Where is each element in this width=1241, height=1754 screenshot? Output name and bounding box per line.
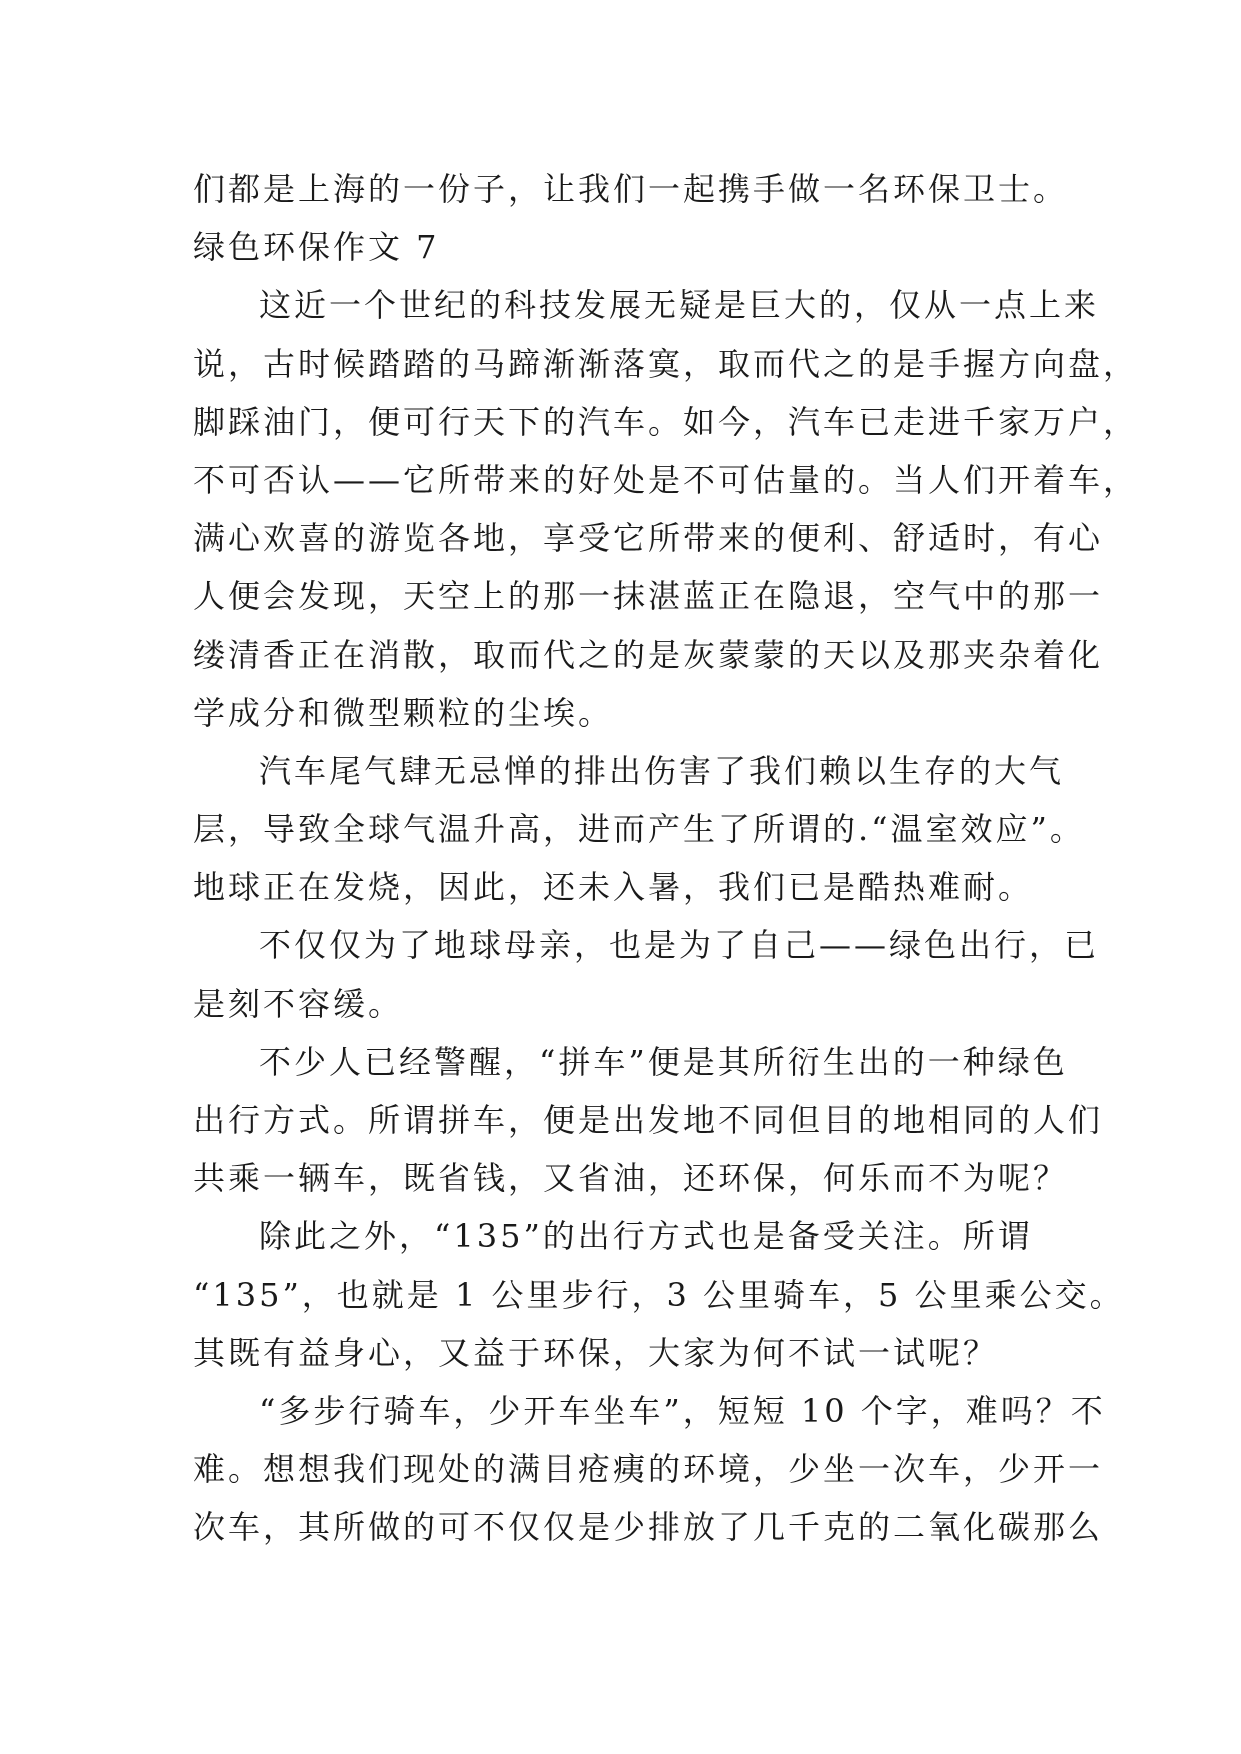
text-line: 是刻不容缓。 xyxy=(193,984,404,1023)
text-line: 出行方式。所谓拼车，便是出发地不同但目的地相同的人们 xyxy=(193,1101,1104,1139)
text-line: 不仅仅为了地球母亲，也是为了自己——绿色出行，已 xyxy=(259,926,1100,965)
section-heading: 绿色环保作文 7 xyxy=(193,228,440,267)
text-line: 说，古时候踏踏的马蹄渐渐落寞，取而代之的是手握方向盘， xyxy=(193,344,1139,383)
text-line: 们都是上海的一份子，让我们一起携手做一名环保卫士。 xyxy=(193,170,1069,208)
text-line: 次车，其所做的可不仅仅是少排放了几千克的二氧化碳那么 xyxy=(193,1508,1104,1547)
text-line: 汽车尾气肆无忌惮的排出伤害了我们赖以生存的大气 xyxy=(259,751,1065,790)
text-line: “135”，也就是 1 公里步行，3 公里骑车，5 公里乘公交。 xyxy=(193,1275,1125,1314)
text-line: 缕清香正在消散，取而代之的是灰蒙蒙的天以及那夹杂着化 xyxy=(193,635,1104,674)
text-line: 除此之外，“135”的出行方式也是备受关注。所谓 xyxy=(259,1217,1033,1256)
text-line: 这近一个世纪的科技发展无疑是巨大的，仅从一点上来 xyxy=(259,286,1100,325)
text-line: 不可否认——它所带来的好处是不可估量的。当人们开着车， xyxy=(193,460,1139,499)
text-line: 层，导致全球气温升高，进而产生了所谓的.“温室效应”。 xyxy=(193,810,1085,849)
text-line: “多步行骑车，少开车坐车”，短短 10 个字，难吗？不 xyxy=(259,1391,1106,1430)
text-line: 人便会发现，天空上的那一抹湛蓝正在隐退，空气中的那一 xyxy=(193,577,1104,616)
text-line: 脚踩油门，便可行天下的汽车。如今，汽车已走进千家万户， xyxy=(193,402,1139,441)
document-body xyxy=(193,160,1139,1557)
text-line: 学成分和微型颗粒的尘埃。 xyxy=(193,693,614,732)
text-line: 地球正在发烧，因此，还未入暑，我们已是酷热难耐。 xyxy=(193,868,1034,907)
text-line: 其既有益身心，又益于环保，大家为何不试一试呢？ xyxy=(193,1333,999,1372)
text-line: 满心欢喜的游览各地，享受它所带来的便利、舒适时，有心 xyxy=(193,519,1104,558)
text-line: 难。想想我们现处的满目疮痍的环境，少坐一次车，少开一 xyxy=(193,1450,1104,1489)
text-line: 共乘一辆车，既省钱，又省油，还环保，何乐而不为呢？ xyxy=(193,1159,1069,1198)
text-line: 不少人已经警醒，“拼车”便是其所衍生出的一种绿色 xyxy=(259,1042,1068,1081)
